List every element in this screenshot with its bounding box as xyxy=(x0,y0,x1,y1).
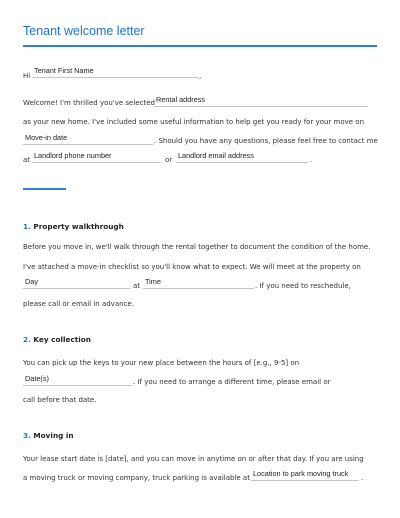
intro-line-3: . Should you have any questions, please feel free to contact me xyxy=(154,137,378,145)
section-title: Key collection xyxy=(33,335,91,344)
move-in-date-field[interactable]: Move-in date xyxy=(23,133,153,145)
key-collection-line-1: You can pick up the keys to your new place between the hours of [e.g., 9-5] on xyxy=(23,359,300,367)
document-title: Tenant welcome letter xyxy=(23,24,145,38)
walkthrough-line-4: please call or email in advance. xyxy=(23,300,134,308)
key-collection-dates-field[interactable]: Date(s) xyxy=(23,374,132,386)
section-divider xyxy=(23,188,66,190)
moving-in-line-2: a moving truck or moving company, truck parking is available at xyxy=(23,474,250,482)
section-number: 2. xyxy=(23,335,31,344)
section-heading-property-walkthrough xyxy=(23,222,124,231)
landlord-phone-field[interactable]: Landlord phone number xyxy=(32,151,161,163)
moving-in-end-period: . xyxy=(361,474,364,482)
intro-or-label: or xyxy=(165,156,173,164)
title-divider xyxy=(23,45,377,47)
walkthrough-at-label: at xyxy=(133,282,141,290)
landlord-email-field[interactable]: Landlord email address xyxy=(176,151,308,163)
walkthrough-line-3: . If you need to reschedule, xyxy=(255,282,351,290)
greeting-prefix: Hi xyxy=(23,72,31,80)
tenant-first-name-field[interactable]: Tenant First Name xyxy=(32,66,198,78)
greeting-comma: , xyxy=(199,72,202,80)
section-heading-moving-in xyxy=(23,431,74,440)
rental-address-field[interactable]: Rental address xyxy=(154,95,368,107)
intro-end-period: . xyxy=(310,156,313,164)
walkthrough-day-field[interactable]: Day xyxy=(23,277,130,289)
intro-line-1: Welcome! I'm thrilled you've selected xyxy=(23,99,155,107)
key-collection-line-3: call before that date. xyxy=(23,396,97,404)
intro-line-2: as your new home. I've included some useful information to help get you ready for your move on xyxy=(23,118,365,126)
walkthrough-line-1: Before you move in, we'll walk through the rental together to document the condition of the home. xyxy=(23,243,371,251)
section-title: Property walkthrough xyxy=(33,222,124,231)
section-number: 1. xyxy=(23,222,31,231)
moving-truck-parking-field[interactable]: Location to park moving truck xyxy=(251,469,359,481)
key-collection-line-2: . If you need to arrange a different time, please email or xyxy=(133,378,331,386)
walkthrough-line-2: I've attached a move-in checklist so you'll know what to expect. We will meet at the property on xyxy=(23,263,361,271)
moving-in-line-1: Your lease start date is [date], and you can move in anytime on or after that day. If you are using xyxy=(23,455,364,463)
section-title: Moving in xyxy=(33,431,74,440)
walkthrough-time-field[interactable]: Time xyxy=(143,277,254,289)
section-heading-key-collection xyxy=(23,335,91,344)
intro-at-label: at xyxy=(23,156,31,164)
section-number: 3. xyxy=(23,431,31,440)
